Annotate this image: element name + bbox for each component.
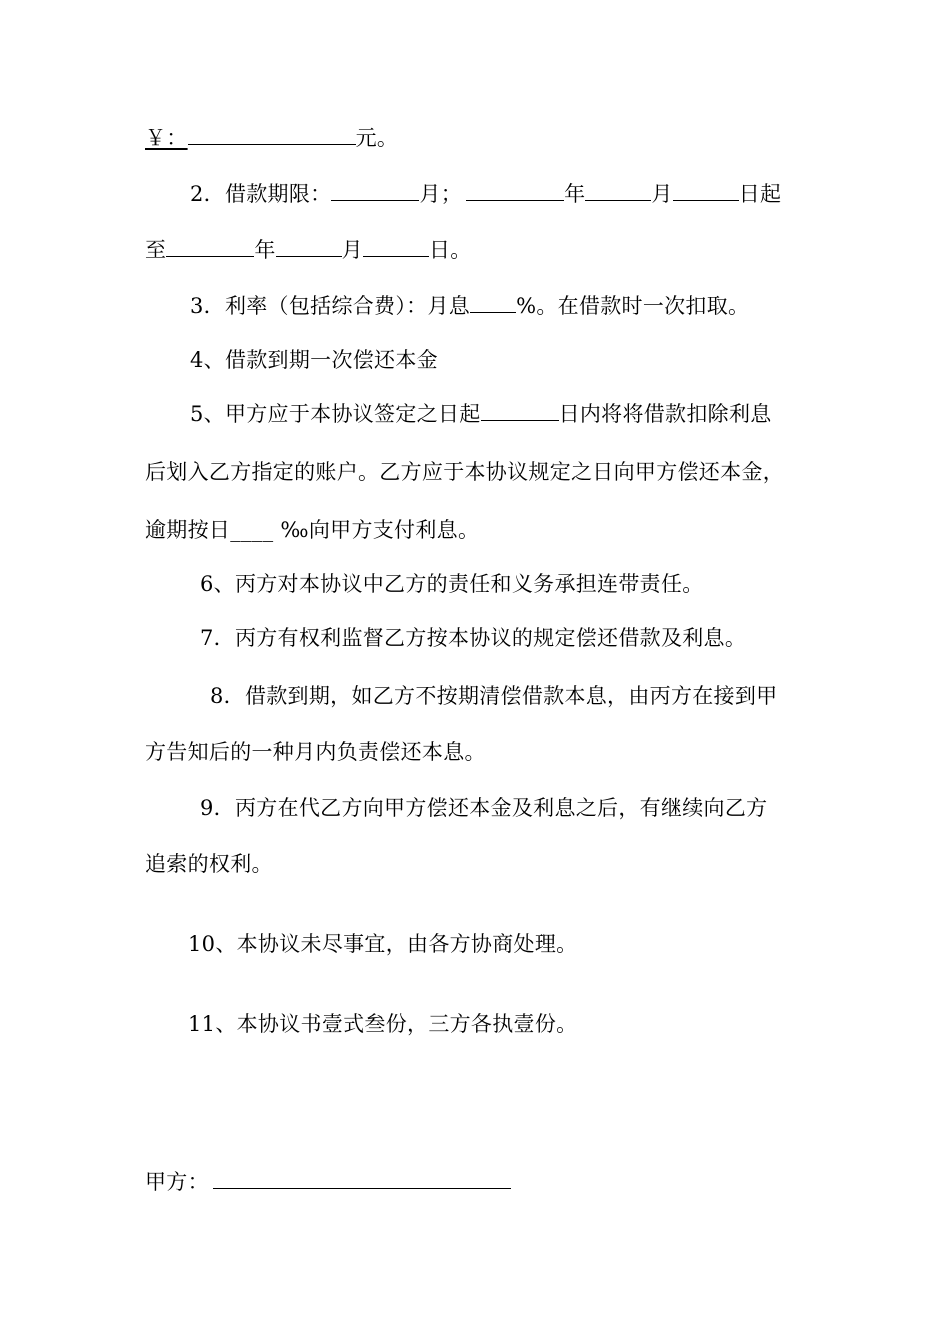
amount-line (145, 124, 398, 152)
month-label-3: 月 (341, 238, 363, 262)
clause-6-text: 6、丙方对本协议中乙方的责任和义务承担连带责任。 (200, 572, 704, 596)
clause-5-continued-text: 后划入乙方指定的账户。乙方应于本协议规定之日向甲方偿还本金， (145, 460, 784, 484)
interest-rate-suffix: %。在借款时一次扣取。 (516, 294, 750, 318)
party-a-signature-line (145, 1168, 511, 1196)
clause-8-text: 8．借款到期，如乙方不按期清偿借款本息，由丙方在接到甲 (210, 684, 778, 708)
clause-9 (200, 794, 767, 822)
clause-9-text: 9．丙方在代乙方向甲方偿还本金及利息之后，有继续向乙方 (200, 796, 768, 820)
yuan-label: 元。 (355, 126, 399, 150)
party-a-signature-blank (213, 1168, 511, 1189)
clause-5 (190, 400, 772, 428)
loan-term-label: 2．借款期限： (190, 182, 332, 206)
term-months-blank (331, 180, 419, 201)
monthly-rate-blank (470, 292, 516, 313)
interest-rate-label: 3．利率（包括综合费）：月息 (190, 294, 471, 318)
interest-rate-line (190, 292, 749, 320)
clause-5-text-2: 日内将将借款扣除利息 (558, 402, 772, 426)
party-a-label: 甲方： (145, 1170, 209, 1194)
clause-10 (188, 930, 577, 958)
clause-9-continued (145, 850, 273, 878)
day-label: 日。 (428, 238, 472, 262)
month-label-2: 月 (651, 182, 673, 206)
year-label: 年 (564, 182, 586, 206)
start-month-blank (585, 180, 651, 201)
end-year-blank (166, 236, 254, 257)
start-year-blank (466, 180, 564, 201)
month-label: 月； (419, 182, 463, 206)
start-label: 日起 (738, 182, 782, 206)
clause-11 (188, 1010, 577, 1038)
clause-4-text: 4、借款到期一次偿还本金 (190, 348, 438, 372)
currency-label: ￥： (145, 126, 188, 150)
clause-7-text: 7．丙方有权利监督乙方按本协议的规定偿还借款及利息。 (200, 626, 747, 650)
overdue-suffix: ‰向甲方支付利息。 (273, 518, 480, 542)
amount-blank (188, 124, 356, 145)
overdue-label: 逾期按日 (145, 518, 231, 542)
start-day-blank (673, 180, 739, 201)
loan-term-line (190, 180, 781, 208)
year-label-2: 年 (254, 238, 276, 262)
clause-10-text: 10、本协议未尽事宜，由各方协商处理。 (188, 932, 578, 956)
clause-5-text: 5、甲方应于本协议签定之日起 (190, 402, 481, 426)
to-label: 至 (145, 238, 167, 262)
clause-8-continued-text: 方告知后的一种月内负责偿还本息。 (145, 740, 486, 764)
clause-11-text: 11、本协议书壹式叁份，三方各执壹份。 (188, 1012, 578, 1036)
transfer-days-blank (481, 400, 559, 421)
clause-5-continued (145, 458, 784, 486)
end-month-blank (276, 236, 342, 257)
clause-6 (200, 570, 704, 598)
end-day-blank (363, 236, 429, 257)
clause-7 (200, 624, 746, 652)
overdue-rate-blank: ____ (230, 518, 274, 542)
loan-term-end-line (145, 236, 472, 264)
overdue-line (145, 516, 479, 544)
clause-8-continued (145, 738, 486, 766)
clause-4 (190, 346, 438, 374)
clause-8 (210, 682, 777, 710)
clause-9-continued-text: 追索的权利。 (145, 852, 273, 876)
